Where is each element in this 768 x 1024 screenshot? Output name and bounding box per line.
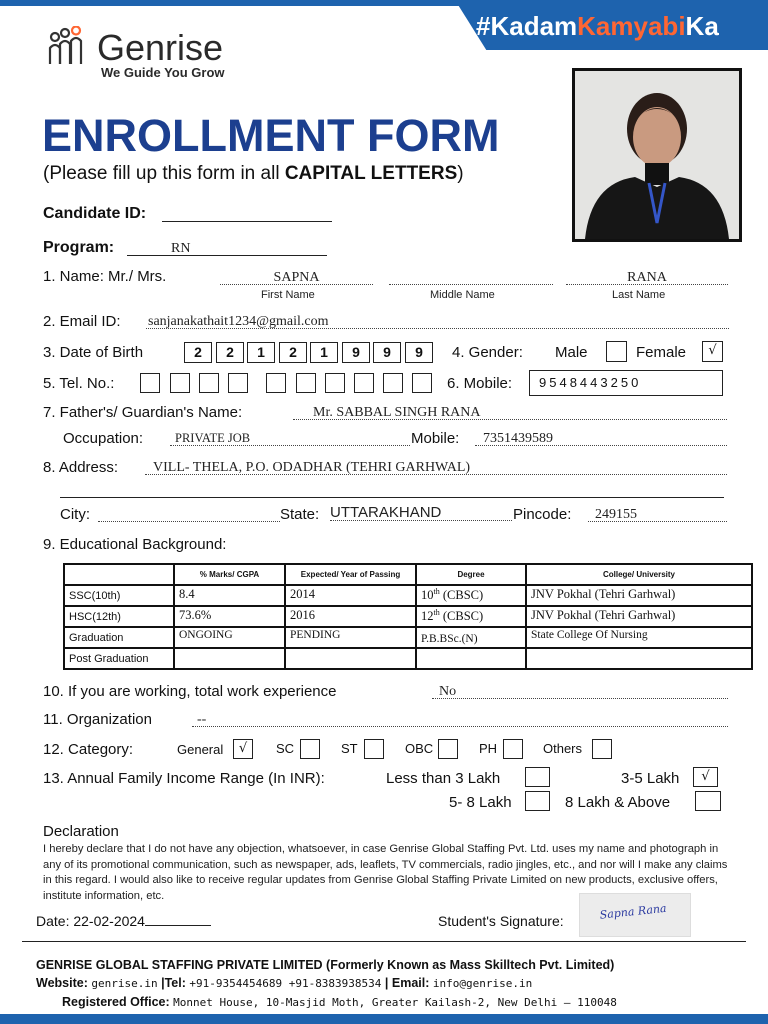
email-link[interactable]: info@genrise.in: [432, 977, 533, 990]
address-label: 8. Address:: [43, 459, 119, 476]
dob-digit[interactable]: 9: [373, 342, 401, 363]
gender-label: 4. Gender:: [452, 344, 523, 361]
education-label: 9. Educational Background:: [43, 536, 227, 553]
logo-tagline: We Guide You Grow: [101, 65, 225, 80]
mobile-label: 6. Mobile:: [447, 375, 513, 392]
table-row: [64, 585, 752, 606]
tel-digit-box[interactable]: [412, 373, 432, 393]
tel-label: 5. Tel. No.:: [43, 375, 115, 392]
address-field[interactable]: VILL- THELA, P.O. ODADHAR (TEHRI GARHWAL): [145, 458, 727, 475]
income-option-label: Less than 3 Lakh: [386, 770, 501, 787]
gender-male-label: Male: [555, 344, 588, 361]
guardian-mobile-field[interactable]: 7351439589: [475, 429, 727, 446]
state-field[interactable]: UTTARAKHAND: [330, 504, 512, 521]
income-less-3-lakh-checkbox[interactable]: [525, 767, 550, 787]
edu-level: Graduation: [64, 627, 174, 648]
category-general-checkbox[interactable]: √: [233, 739, 253, 759]
occupation-field[interactable]: PRIVATE JOB: [170, 429, 410, 446]
city-field[interactable]: [98, 505, 280, 522]
dob-digit[interactable]: 2: [216, 342, 244, 363]
dob-digit[interactable]: 2: [279, 342, 307, 363]
candidate-photo: [572, 68, 742, 242]
website-link[interactable]: genrise.in: [91, 977, 158, 990]
genrise-logo-icon: [47, 26, 95, 68]
program-label: Program:: [43, 239, 115, 256]
logo-name: Genrise: [97, 27, 224, 68]
organization-field[interactable]: --: [192, 710, 728, 727]
table-header-row: [64, 564, 752, 585]
footer-office: Registered Office: Monnet House, 10-Masjid Moth, Greater Kailash-2, New Delhi – 110048: [62, 995, 617, 1009]
category-option-label: SC: [276, 741, 295, 756]
hashtag-text: #KadamKamyabiKa: [476, 11, 719, 41]
tel-digit-box[interactable]: [354, 373, 374, 393]
table-row: [64, 606, 752, 627]
dob-digit[interactable]: 1: [247, 342, 275, 363]
tel-digit-box[interactable]: [170, 373, 190, 393]
name-label: 1. Name: Mr./ Mrs.: [43, 268, 167, 285]
signature-label: Student's Signature:: [438, 913, 564, 929]
income-label: 13. Annual Family Income Range (In INR):: [43, 770, 325, 787]
state-label: State:: [280, 506, 320, 523]
income-option-label: 8 Lakh & Above: [565, 794, 671, 811]
income-option-label: 3-5 Lakh: [621, 770, 680, 787]
income-8-lakh-above-checkbox[interactable]: [695, 791, 721, 811]
tel-digit-box[interactable]: [228, 373, 248, 393]
edu-degree[interactable]: 12th (CBSC): [416, 606, 526, 627]
category-option-label: OBC: [405, 741, 434, 756]
mobile-field[interactable]: 9548443250: [529, 370, 723, 396]
organization-label: 11. Organization: [43, 711, 152, 728]
dob-digit[interactable]: 9: [342, 342, 370, 363]
category-obc-checkbox[interactable]: [438, 739, 458, 759]
dob-digit[interactable]: 1: [310, 342, 338, 363]
category-label: 12. Category:: [43, 741, 134, 758]
footer-divider: [22, 941, 746, 942]
dob-digit[interactable]: 9: [405, 342, 433, 363]
tel-digit-box[interactable]: [140, 373, 160, 393]
program-field[interactable]: RN: [127, 239, 327, 256]
education-table: [63, 563, 753, 670]
address-line-2[interactable]: [60, 485, 724, 498]
gender-female-label: Female: [636, 344, 687, 361]
edu-year[interactable]: 2014: [285, 585, 416, 606]
table-header: College/ University: [526, 564, 752, 585]
last-name-caption: Last Name: [612, 289, 666, 301]
edu-college[interactable]: JNV Pokhal (Tehri Garhwal): [526, 585, 752, 606]
category-others-checkbox[interactable]: [592, 739, 612, 759]
tel-digit-box[interactable]: [266, 373, 286, 393]
edu-degree[interactable]: 10th (CBSC): [416, 585, 526, 606]
tel-digit-box[interactable]: [325, 373, 345, 393]
edu-year[interactable]: PENDING: [285, 627, 416, 648]
category-option-label: General: [177, 742, 224, 757]
guardian-name-field[interactable]: Mr. SABBAL SINGH RANA: [293, 403, 727, 420]
edu-marks[interactable]: ONGOING: [174, 627, 285, 648]
signature-image: Sapna Rana: [579, 893, 691, 937]
table-row: [64, 627, 752, 648]
email-field[interactable]: sanjanakathait1234@gmail.com: [146, 312, 729, 329]
experience-field[interactable]: No: [432, 682, 728, 699]
category-option-label: Others: [543, 741, 583, 756]
form-title: ENROLLMENT FORM: [42, 110, 500, 161]
category-sc-checkbox[interactable]: [300, 739, 320, 759]
category-ph-checkbox[interactable]: [503, 739, 523, 759]
date-field[interactable]: Date: 22-02-2024: [36, 913, 211, 929]
edu-college[interactable]: State College Of Nursing: [526, 627, 752, 648]
experience-label: 10. If you are working, total work experience: [43, 683, 337, 700]
candidate-id-field[interactable]: [162, 206, 332, 222]
last-name-field[interactable]: RANA: [566, 268, 728, 285]
footer-company: GENRISE GLOBAL STAFFING PRIVATE LIMITED (Formerly Known as Mass Skilltech Pvt. Limited): [36, 958, 615, 972]
first-name-field[interactable]: SAPNA: [220, 268, 373, 285]
gender-male-checkbox[interactable]: [606, 341, 627, 362]
edu-degree[interactable]: P.B.BSc.(N): [416, 627, 526, 648]
category-option-label: PH: [479, 741, 498, 756]
guardian-mobile-label: Mobile:: [411, 430, 460, 447]
middle-name-field[interactable]: [389, 268, 553, 285]
income-3-5-lakh-checkbox[interactable]: √: [693, 767, 718, 787]
tel-digit-box[interactable]: [199, 373, 219, 393]
table-header: [64, 564, 174, 585]
gender-female-checkbox[interactable]: √: [702, 341, 723, 362]
category-option-label: ST: [341, 741, 358, 756]
tel-digit-box[interactable]: [296, 373, 316, 393]
guardian-label: 7. Father's/ Guardian's Name:: [43, 404, 243, 421]
form-subtitle: (Please fill up this form in all CAPITAL LETTERS): [43, 163, 464, 184]
income-5-8-lakh-checkbox[interactable]: [525, 791, 550, 811]
edu-level: SSC(10th): [64, 585, 174, 606]
table-header: Expected/ Year of Passing: [285, 564, 416, 585]
middle-name-caption: Middle Name: [430, 289, 495, 301]
category-st-checkbox[interactable]: [364, 739, 384, 759]
edu-marks[interactable]: 8.4: [174, 585, 285, 606]
first-name-caption: First Name: [261, 289, 315, 301]
footer-contact: Website: genrise.in |Tel: +91-9354454689 +91-8383938534 | Email: info@genrise.in: [36, 976, 533, 990]
dob-label: 3. Date of Birth: [43, 344, 144, 361]
table-header: Degree: [416, 564, 526, 585]
edu-marks[interactable]: 73.6%: [174, 606, 285, 627]
edu-year[interactable]: 2016: [285, 606, 416, 627]
occupation-label: Occupation:: [63, 430, 144, 447]
bottom-accent-bar: [0, 1014, 768, 1024]
table-header: % Marks/ CGPA: [174, 564, 285, 585]
declaration-text: I hereby declare that I do not have any objection, whatsoever, in case Genrise Global Staffing Pvt. Ltd. uses my name and photograph in any of its promotional communication, such as newspaper, ads, leaflets, TV commercials, radio jingles, etc., and nor will I make any claims in this regard. I would also like to receive regular updates from Genrise Global Staffing Private Limited on new products, exclusive offers, institute information, etc.: [43, 843, 728, 902]
city-label: City:: [60, 506, 90, 523]
dob-digit[interactable]: 2: [184, 342, 212, 363]
edu-degree[interactable]: [416, 648, 526, 669]
edu-college[interactable]: [526, 648, 752, 669]
edu-college[interactable]: JNV Pokhal (Tehri Garhwal): [526, 606, 752, 627]
pincode-field[interactable]: 249155: [588, 505, 727, 522]
tel-digit-box[interactable]: [383, 373, 403, 393]
declaration-title: Declaration: [43, 823, 119, 840]
candidate-id-label: Candidate ID:: [43, 205, 147, 222]
income-option-label: 5- 8 Lakh: [449, 794, 512, 811]
edu-marks[interactable]: [174, 648, 285, 669]
edu-year[interactable]: [285, 648, 416, 669]
table-row: [64, 648, 752, 669]
edu-level: HSC(12th): [64, 606, 174, 627]
email-label: 2. Email ID:: [43, 313, 121, 330]
pincode-label: Pincode:: [513, 506, 572, 523]
edu-level: Post Graduation: [64, 648, 174, 669]
